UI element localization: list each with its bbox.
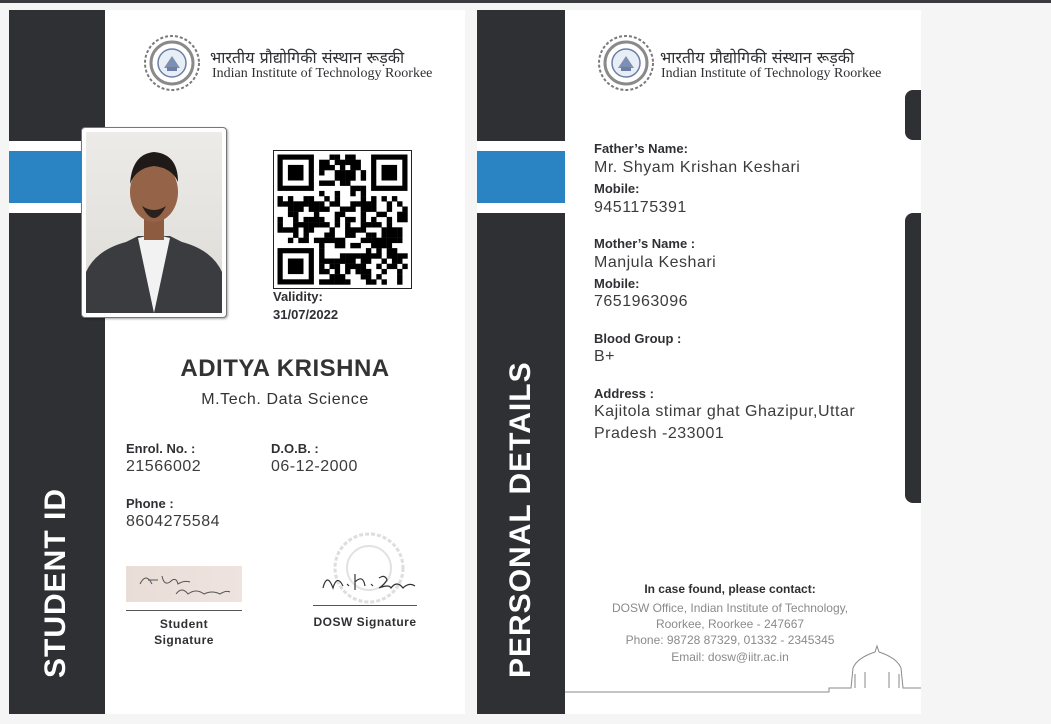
dob-value: 06-12-2000 [271, 458, 358, 475]
iit-roorkee-logo-icon [143, 34, 201, 92]
right-tab-bottom [905, 213, 921, 503]
phone-value: 8604275584 [126, 513, 220, 530]
address-line-2: Pradesh -233001 [594, 425, 725, 442]
mother-name-value: Manjula Keshari [594, 254, 717, 271]
right-tab-top [905, 90, 921, 140]
contact-heading: In case found, please contact: [644, 582, 816, 596]
mother-name-label: Mother’s Name : [594, 236, 696, 251]
dosw-signature-caption: DOSW Signature [313, 615, 417, 629]
iit-roorkee-logo-icon [597, 34, 655, 92]
stripe-gap-bottom-back [477, 203, 565, 213]
father-mobile-value: 9451175391 [594, 199, 687, 216]
card-title-student-id: STUDENT ID [39, 488, 72, 678]
stripe-gap-top [9, 141, 81, 151]
contact-line-4: Email: dosw@iitr.ac.in [671, 650, 789, 664]
validity-value: 31/07/2022 [273, 307, 339, 322]
enrol-label: Enrol. No. : [126, 441, 196, 456]
student-id-card-front [9, 10, 465, 714]
mother-mobile-value: 7651963096 [594, 293, 688, 310]
institute-name-english: Indian Institute of Technology Roorkee [212, 66, 433, 81]
card-title-personal-details: PERSONAL DETAILS [504, 361, 537, 678]
dob-label: D.O.B. : [271, 441, 319, 456]
blue-accent-stripe-back [477, 151, 565, 203]
validity-label: Validity: [273, 289, 323, 304]
institute-name-hindi: भारतीय प्रौद्योगिकी संस्थान रूड़की [210, 48, 405, 67]
institute-name-hindi-back: भारतीय प्रौद्योगिकी संस्थान रूड़की [660, 48, 855, 67]
blood-group-value: B+ [594, 348, 616, 365]
phone-label: Phone : [126, 496, 174, 511]
stripe-gap-bottom [9, 203, 81, 213]
building-outline-icon [565, 638, 921, 694]
address-label: Address : [594, 386, 654, 401]
blood-group-label: Blood Group : [594, 331, 682, 346]
stripe-gap-top-back [477, 141, 565, 151]
address-line-1: Kajitola stimar ghat Ghazipur,Uttar [594, 403, 856, 420]
enrol-value: 21566002 [126, 458, 202, 475]
dosw-signature-line [313, 605, 417, 606]
contact-line-2: Roorkee, Roorkee - 247667 [655, 617, 805, 631]
student-name: ADITYA KRISHNA [180, 355, 390, 382]
student-photo-frame [81, 127, 227, 318]
student-signature-image [126, 566, 242, 602]
student-signature-line [126, 610, 242, 611]
father-name-label: Father’s Name: [594, 141, 688, 156]
mother-mobile-label: Mobile: [594, 276, 640, 291]
contact-line-1: DOSW Office, Indian Institute of Technology, [611, 601, 849, 615]
contact-line-3: Phone: 98728 87329, 01332 - 2345345 [625, 633, 835, 647]
qr-code [273, 150, 412, 289]
institute-name-english-back: Indian Institute of Technology Roorkee [661, 66, 882, 81]
student-course: M.Tech. Data Science [201, 391, 369, 408]
student-photo [86, 132, 222, 313]
student-signature-caption: Student Signature [154, 617, 214, 647]
dosw-signature-image [319, 566, 419, 596]
student-id-card-back [477, 10, 921, 714]
blue-accent-stripe [9, 151, 81, 203]
top-border [0, 0, 1051, 3]
father-name-value: Mr. Shyam Krishan Keshari [594, 159, 801, 176]
father-mobile-label: Mobile: [594, 181, 640, 196]
